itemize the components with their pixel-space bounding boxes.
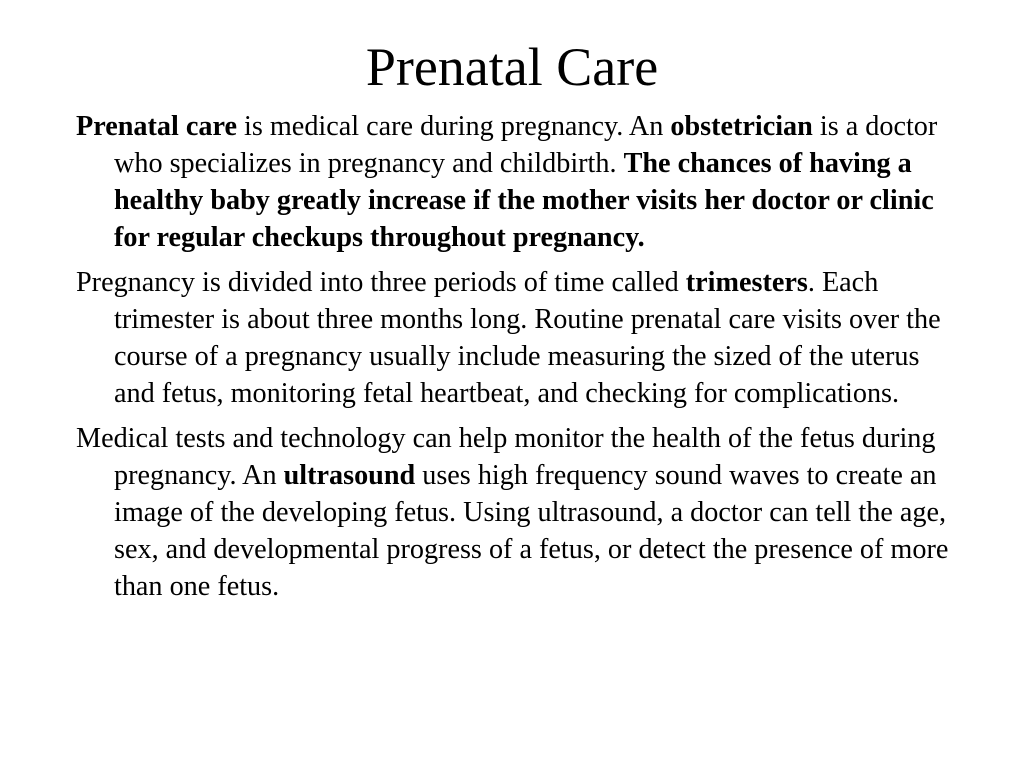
key-statement: The chances of having a healthy baby greatly increase if the mother visits her doctor or clinic for regular checkups throughout pregnancy.	[114, 148, 934, 253]
term-prenatal-care: Prenatal care	[76, 111, 237, 142]
slide-title: Prenatal Care	[365, 37, 659, 97]
text-span: is medical care during pregnancy. An	[236, 111, 671, 142]
term-ultrasound: ultrasound	[283, 460, 416, 491]
text-span: is a doctor who specializes in pregnancy and childbirth.	[114, 111, 938, 179]
slide-body	[76, 108, 956, 613]
term-trimesters: trimesters	[685, 267, 808, 298]
paragraph-trimesters	[76, 264, 956, 412]
text-span: Pregnancy is divided into three periods of time called	[76, 267, 686, 298]
text-span: uses high frequency sound waves to create an image of the developing fetus. Using ultrasound, a doctor can tell the age, sex, and developmental progress of a fetus, or detect the presence of more than one fetus.	[114, 460, 949, 602]
text-span: Medical tests and technology can help monitor the health of the fetus during pregnancy. An	[76, 423, 936, 491]
paragraph-prenatal-care	[76, 108, 956, 256]
paragraph-ultrasound	[76, 420, 956, 605]
term-obstetrician: obstetrician	[670, 111, 813, 142]
text-span: . Each trimester is about three months long. Routine prenatal care visits over the course of a pregnancy usually include measuring the sized of the uterus and fetus, monitoring fetal heartbeat, and checking for complications.	[114, 267, 941, 409]
